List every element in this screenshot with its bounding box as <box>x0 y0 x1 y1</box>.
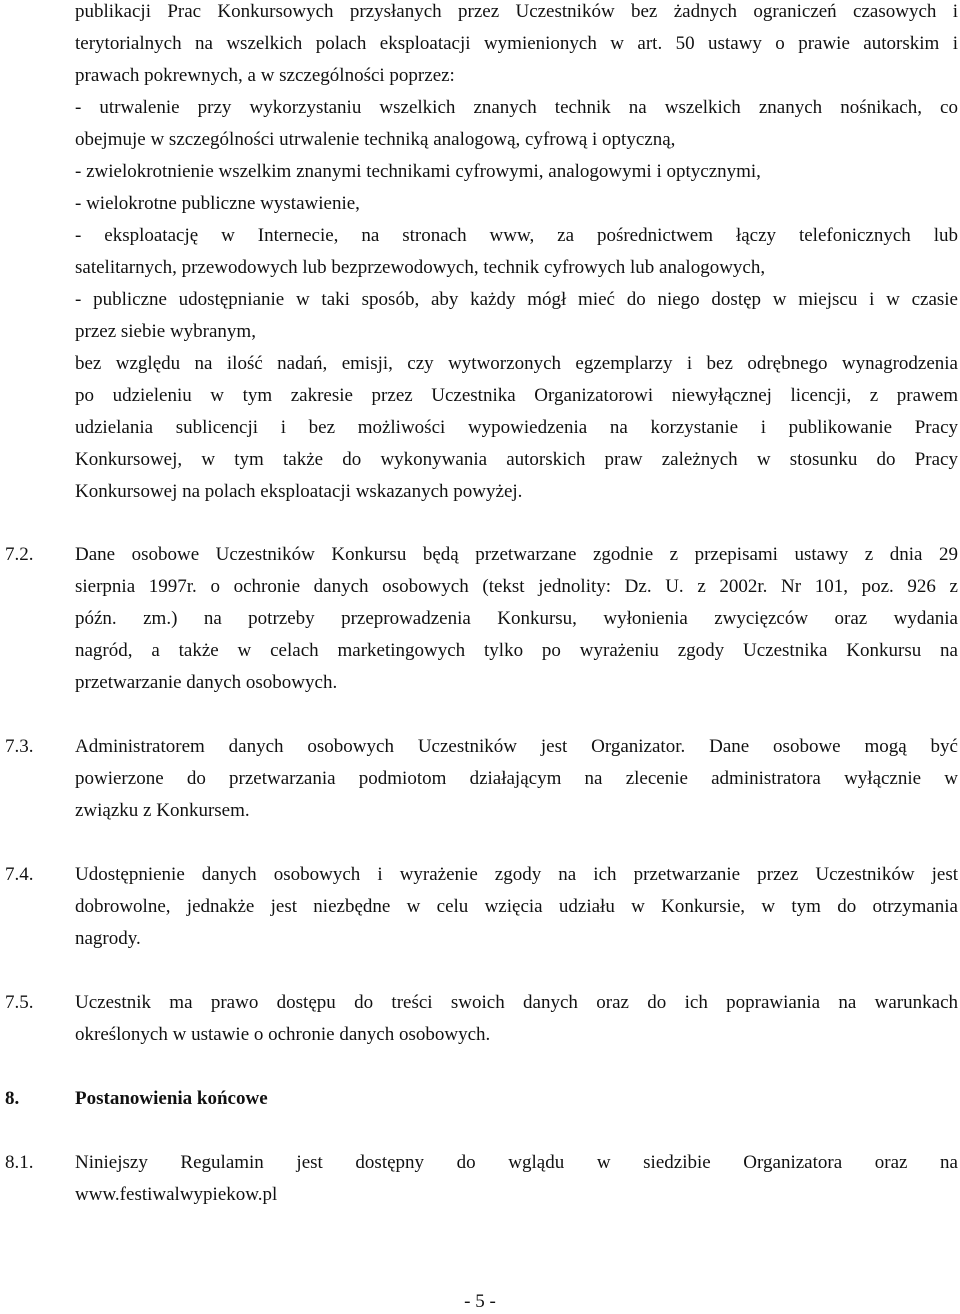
text-line: po udzieleniu w tym zakresie przez Uczestnika Organizatorowi niewyłącznej licencji, z prawem <box>75 385 958 406</box>
text-line: Konkursowej, w tym także do wykonywania autorskich praw zależnych w stosunku do Pracy <box>75 449 958 470</box>
website-link[interactable]: www.festiwalwypiekow.pl <box>75 1184 278 1205</box>
page-number: - 5 - <box>464 1291 496 1312</box>
text-line: udzielania sublicencji i bez możliwości wypowiedzenia na korzystanie i publikowanie Pracy <box>75 417 958 438</box>
section-number: 7.3. <box>5 736 34 757</box>
heading-title: Postanowienia końcowe <box>75 1088 268 1109</box>
text-line: Udostępnienie danych osobowych i wyrażenie zgody na ich przetwarzanie przez Uczestników jest <box>75 864 958 885</box>
section-number: 7.2. <box>5 544 34 565</box>
text-line: terytorialnych na wszelkich polach eksploatacji wymienionych w art. 50 ustawy o prawie autorskim i <box>75 33 958 54</box>
text-line: przetwarzanie danych osobowych. <box>75 672 338 693</box>
text-line: powierzone do przetwarzania podmiotom działającym na zlecenie administratora wyłącznie w <box>75 768 958 789</box>
text-line: Uczestnik ma prawo dostępu do treści swoich danych oraz do ich poprawiania na warunkach <box>75 992 958 1013</box>
text-line: - wielokrotne publiczne wystawienie, <box>75 193 360 214</box>
text-line: prawach pokrewnych, a w szczególności poprzez: <box>75 65 455 86</box>
text-line: Administratorem danych osobowych Uczestników jest Organizator. Dane osobowe mogą być <box>75 736 958 757</box>
section-number: 8.1. <box>5 1152 34 1173</box>
text-line: bez względu na ilość nadań, emisji, czy wytworzonych egzemplarzy i bez odrębnego wynagrodzenia <box>75 353 958 374</box>
text-line: związku z Konkursem. <box>75 800 250 821</box>
text-line: satelitarnych, przewodowych lub bezprzewodowych, technik cyfrowych lub analogowych, <box>75 257 766 278</box>
text-line: Konkursowej na polach eksploatacji wskazanych powyżej. <box>75 481 523 502</box>
text-line: Niniejszy Regulamin jest dostępny do wglądu w siedzibie Organizatora oraz na <box>75 1152 958 1173</box>
text-line: przez siebie wybranym, <box>75 321 256 342</box>
heading-number: 8. <box>5 1088 20 1109</box>
section-number: 7.5. <box>5 992 34 1013</box>
text-line: nagród, a także w celach marketingowych tylko po wyrażeniu zgody Uczestnika Konkursu na <box>75 640 958 661</box>
text-line: - eksploatację w Internecie, na stronach www, za pośrednictwem łączy telefonicznych lub <box>75 225 958 246</box>
text-line: późn. zm.) na potrzeby przeprowadzenia Konkursu, wyłonienia zwycięzców oraz wydania <box>75 608 958 629</box>
text-line: obejmuje w szczególności utrwalenie techniką analogową, cyfrową i optyczną, <box>75 129 676 150</box>
text-line: - zwielokrotnienie wszelkim znanymi technikami cyfrowymi, analogowymi i optycznymi, <box>75 161 761 182</box>
text-line: sierpnia 1997r. o ochronie danych osobowych (tekst jednolity: Dz. U. z 2002r. Nr 101, poz. 926 z <box>75 576 958 597</box>
text-line: dobrowolne, jednakże jest niezbędne w celu wzięcia udziału w Konkursie, w tym do otrzymania <box>75 896 958 917</box>
text-line: Dane osobowe Uczestników Konkursu będą przetwarzane zgodnie z przepisami ustawy z dnia 29 <box>75 544 958 565</box>
text-line: - publiczne udostępnianie w taki sposób, aby każdy mógł mieć do niego dostęp w miejscu i w czasie <box>75 289 958 310</box>
text-line: publikacji Prac Konkursowych przysłanych przez Uczestników bez żadnych ograniczeń czasowych i <box>75 1 958 22</box>
text-line: - utrwalenie przy wykorzystaniu wszelkich znanych technik na wszelkich znanych nośnikach, co <box>75 97 958 118</box>
text-line: nagrody. <box>75 928 141 949</box>
text-line: określonych w ustawie o ochronie danych osobowych. <box>75 1024 491 1045</box>
section-number: 7.4. <box>5 864 34 885</box>
